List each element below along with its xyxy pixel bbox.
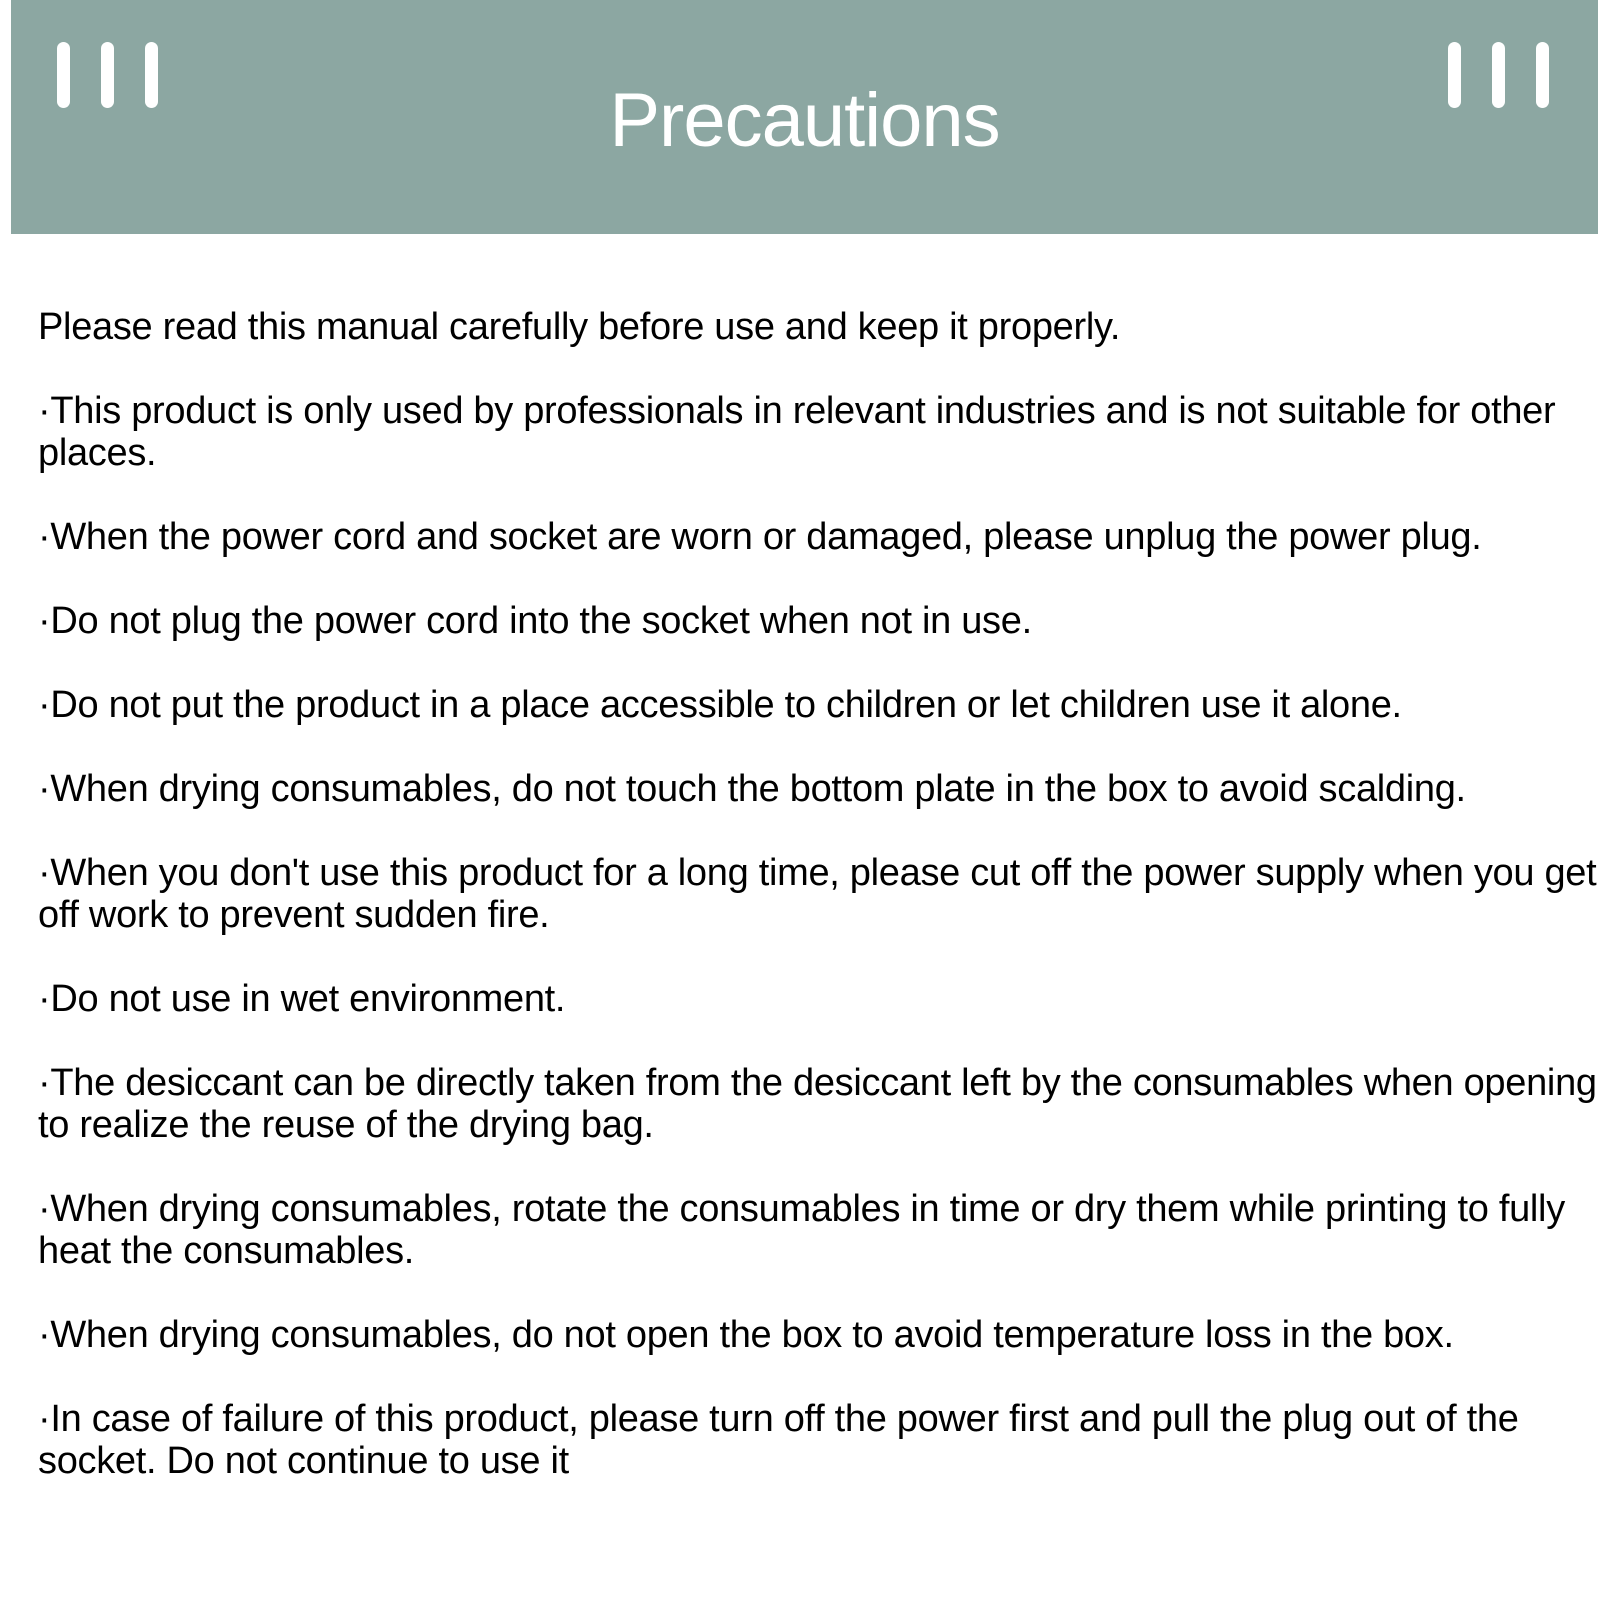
page-title: Precautions: [609, 78, 1000, 163]
precaution-item: ·In case of failure of this product, please turn off the power first and pull the plug out of the socket. Do not continue to use it: [38, 1398, 1519, 1482]
bar-shape: [1492, 42, 1505, 108]
precaution-item: ·When drying consumables, do not open the box to avoid temperature loss in the box.: [38, 1314, 1454, 1356]
intro-text: Please read this manual carefully before use and keep it properly.: [38, 306, 1121, 348]
precautions-body: [38, 306, 1598, 1524]
precaution-item: ·Do not plug the power cord into the socket when not in use.: [38, 600, 1032, 642]
precaution-item: ·This product is only used by professionals in relevant industries and is not suitable for other places.: [38, 390, 1556, 474]
precaution-item: ·The desiccant can be directly taken from the desiccant left by the consumables when opening to realize the reuse of the drying bag.: [38, 1062, 1597, 1146]
precaution-item: ·When drying consumables, do not touch the bottom plate in the box to avoid scalding.: [38, 768, 1466, 810]
precaution-item: ·Do not use in wet environment.: [38, 978, 566, 1020]
header-banner: [11, 0, 1598, 234]
precaution-item: ·When the power cord and socket are worn or damaged, please unplug the power plug.: [38, 516, 1482, 558]
bar-shape: [1536, 42, 1549, 108]
precaution-item: ·When drying consumables, rotate the consumables in time or dry them while printing to fully heat the consumables.: [38, 1188, 1565, 1272]
precaution-item: ·When you don't use this product for a long time, please cut off the power supply when you get off work to prevent sudden fire.: [38, 852, 1597, 936]
bar-shape: [1448, 42, 1461, 108]
precaution-item: ·Do not put the product in a place accessible to children or let children use it alone.: [38, 684, 1402, 726]
